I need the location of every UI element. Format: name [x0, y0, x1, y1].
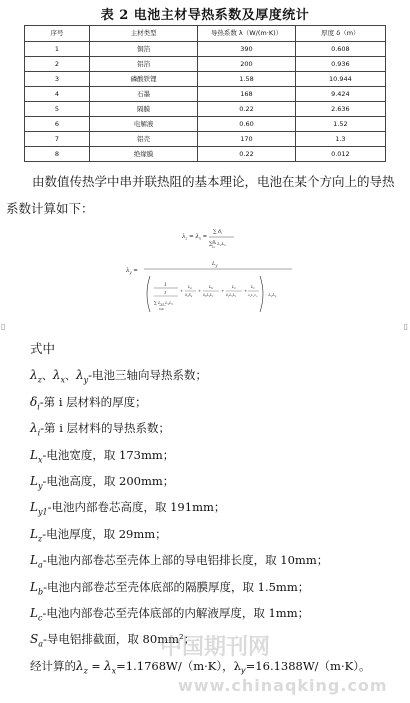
svg-text:λi: λi	[212, 245, 215, 249]
cell-index: 4	[25, 87, 90, 102]
table-row	[25, 102, 386, 117]
margin-marker-icon: ▯	[1, 322, 6, 331]
cell-conductivity: 390	[198, 42, 295, 57]
cell-thickness: 0.012	[295, 147, 385, 162]
cell-conductivity: 168	[198, 87, 295, 102]
symbol: $L_y$	[30, 473, 43, 491]
svg-text:λbLxLz: $\lambda_bL_xL_z$	[203, 293, 214, 298]
cell-index: 5	[25, 102, 90, 117]
definition-text: -电池宽度，取 173mm；	[42, 447, 175, 462]
cell-index: 3	[25, 72, 90, 87]
table-row	[25, 72, 386, 87]
material-table	[24, 25, 386, 162]
cell-material: 铝壳	[89, 132, 197, 147]
symbol: $L_z$	[30, 526, 43, 544]
header-index: 序号	[25, 26, 90, 42]
header-thickness: 厚度 δ（m）	[295, 26, 385, 42]
svg-text:Lb: $L_b$	[209, 285, 214, 290]
svg-text:λcLxLz: $\lambda_cL_xL_z$	[226, 293, 237, 298]
definition-text: -电池厚度，取 29mm；	[42, 526, 167, 541]
svg-text:Ly: $L_y$	[212, 261, 218, 268]
definition-item	[30, 389, 402, 415]
table-row	[25, 147, 386, 162]
symbol: $L_{y1}$	[30, 500, 48, 517]
definition-text: -电池内部卷芯高度，取 191mm；	[47, 500, 226, 515]
table-row	[25, 42, 386, 57]
symbol: $\lambda_z$	[30, 368, 42, 385]
cell-material: 电解液	[89, 117, 197, 132]
definition-item	[30, 442, 402, 468]
table-header-row	[25, 26, 386, 42]
table-row	[25, 117, 386, 132]
result-line: 经计算的$\lambda_z = \lambda_x=1.1768W/(m\cdot K)$，$\lambda_y=16.1388W/(m\cdot K)$。	[30, 658, 371, 676]
symbol: $L_b$	[30, 579, 44, 596]
cell-thickness: 1.52	[295, 117, 385, 132]
cell-conductivity: 0.22	[198, 102, 295, 117]
margin-marker-icon: ▯	[403, 322, 408, 331]
symbol: $L_x$	[30, 447, 43, 464]
cell-conductivity: 170	[198, 132, 295, 147]
svg-text:+: +	[180, 288, 184, 293]
cell-conductivity: 0.60	[198, 117, 295, 132]
cell-material: 磷酸铁锂	[89, 72, 197, 87]
definition-text: -导电铝排截面，取 80mm²；	[43, 632, 196, 647]
definition-list	[30, 336, 402, 679]
symbol: $S_a$	[30, 632, 44, 649]
symbol: $L_a$	[30, 553, 43, 570]
cell-thickness: 0.936	[295, 57, 385, 72]
result-text: =1.1768W/（m·K），λ	[116, 658, 241, 673]
symbol: $\delta_i$	[30, 394, 40, 412]
svg-text:+: +	[198, 288, 202, 293]
cell-material: 绝缘膜	[89, 147, 197, 162]
definition-text: -电池三轴向导热系数；	[88, 368, 207, 383]
svg-text:Lc: $L_c$	[232, 285, 236, 290]
definition-text: -电池内部卷芯至壳体上部的导电铝排长度，取 10mm；	[42, 553, 329, 568]
definition-item	[30, 468, 402, 494]
where-label: 式中	[30, 341, 56, 356]
watermark-url: www.chinaqking.com	[178, 676, 388, 695]
svg-text:λcLxLz: $\lambda_cL_xL_z$	[248, 293, 258, 298]
definition-text: -第 i 层材料的导热系数；	[40, 421, 171, 436]
conductivity-formula	[112, 224, 302, 322]
svg-text:1: 1	[164, 283, 167, 288]
svg-text:· LxLy: · $L_xL_y$	[266, 292, 277, 298]
result-text-2: =16.1388W/（m·K）。	[245, 658, 371, 673]
watermark-logo: 中国期刊网	[160, 635, 271, 660]
definition-item: $\lambda_z$、$\lambda_x$、$\lambda_y-$电池三轴向导热系数；	[30, 368, 207, 385]
header-conductivity: 导热系数 λ（W/(m·K)）	[198, 26, 295, 42]
definition-text: -电池高度，取 200mm；	[42, 473, 175, 488]
intro-paragraph: 由数值传热学中串并联热阻的基本理论，电池在某个方向上的导热系数计算如下：	[6, 174, 395, 216]
cell-thickness: 0.608	[295, 42, 385, 57]
symbol: $\lambda_y$	[75, 368, 89, 385]
svg-text:∑ δi: ∑ $\delta_i$	[213, 229, 223, 236]
definition-item	[30, 600, 402, 626]
definition-text: -电池内部卷芯至壳体底部的内解液厚度，取 1mm；	[42, 605, 310, 620]
cell-index: 2	[25, 57, 90, 72]
cell-thickness: 10.944	[295, 72, 385, 87]
symbol: $L_c$	[30, 605, 43, 623]
cell-conductivity: 0.22	[198, 147, 295, 162]
svg-text:+: +	[244, 288, 248, 293]
definition-text: -电池内部卷芯至壳体底部的隔膜厚度，取 1.5mm；	[43, 579, 310, 594]
cell-thickness: 1.3	[295, 132, 385, 147]
cell-thickness: 9.424	[295, 87, 385, 102]
cell-material: 铝箔	[89, 57, 197, 72]
cell-index: 6	[25, 117, 90, 132]
svg-text:La: $L_a$	[188, 285, 192, 290]
cell-material: 隔膜	[89, 102, 197, 117]
cell-material: 铜箔	[89, 42, 197, 57]
cell-material: 石墨	[89, 87, 197, 102]
svg-text:1: 1	[164, 290, 167, 295]
table-caption: 表 2 电池主材导热系数及厚度统计	[100, 8, 310, 23]
table-row	[25, 57, 386, 72]
symbol: $\lambda_x$	[52, 368, 65, 385]
symbol: $\lambda_x$	[104, 658, 117, 676]
cell-index: 8	[25, 147, 90, 162]
result-prefix: 经计算的	[30, 658, 76, 673]
svg-text:δiλi: δiλi	[159, 307, 165, 311]
definition-item	[30, 574, 402, 600]
definition-text: -第 i 层材料的厚度；	[39, 394, 147, 409]
definition-item	[30, 521, 402, 547]
cell-index: 7	[25, 132, 90, 147]
svg-text:λy =: $\lambda_y$ =	[126, 268, 138, 275]
definition-item	[30, 494, 402, 520]
symbol: $\lambda_z$	[76, 658, 88, 676]
cell-thickness: 2.636	[295, 102, 385, 117]
cell-conductivity: 200	[198, 57, 295, 72]
svg-text:+: +	[221, 288, 225, 293]
definition-item	[30, 547, 402, 573]
formula-graphic	[112, 224, 302, 322]
header-material: 主材类型	[89, 26, 197, 42]
svg-text:λz = λx =: $\lambda_z = \lambda_x$ =	[182, 234, 208, 241]
svg-text:λaSa: $\lambda_aS_a$	[185, 293, 193, 298]
svg-text:∑δi LxLz: ∑$^\delta_i$ $_{Lx}^L_z$	[209, 239, 226, 247]
table-row	[25, 132, 386, 147]
definition-item	[30, 415, 402, 441]
cell-conductivity: 1.58	[198, 72, 295, 87]
svg-text:∑ Ly1 LxLz: ∑ $L_{y1}$ $L_xL_z$	[154, 300, 173, 306]
table-row	[25, 87, 386, 102]
cell-index: 1	[25, 42, 90, 57]
symbol: $\lambda_i$	[30, 421, 41, 438]
svg-text:Lc: $L_c$	[251, 285, 255, 290]
